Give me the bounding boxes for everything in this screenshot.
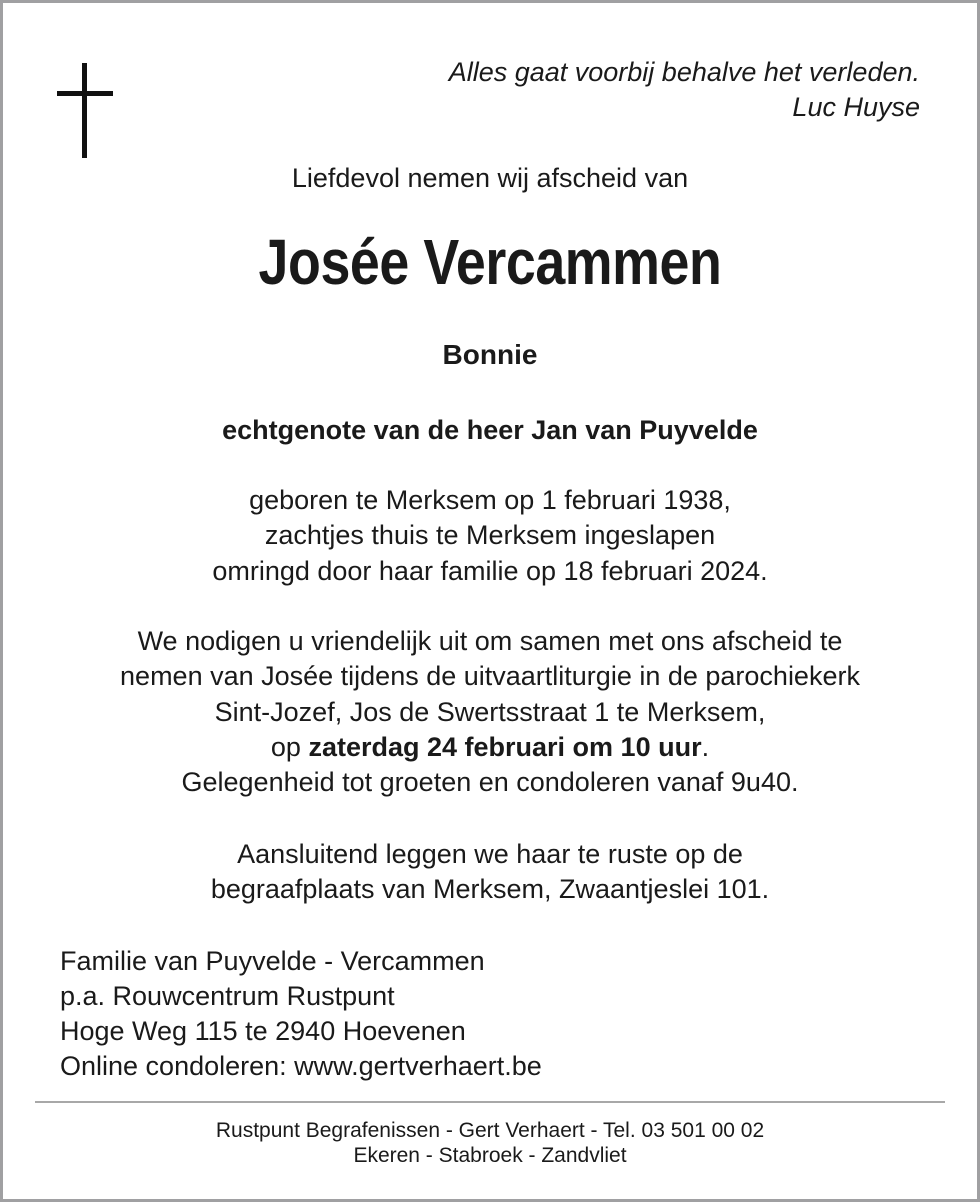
nickname: Bonnie — [442, 339, 538, 370]
family-name: Familie van Puyvelde - Vercammen — [60, 946, 485, 976]
deceased-name: Josée Vercammen — [258, 226, 722, 298]
burial-line: Aansluitend leggen we haar te ruste op de — [237, 839, 743, 869]
date-prefix: op — [270, 732, 309, 762]
relation: echtgenote van de heer Jan van Puyvelde — [222, 415, 758, 445]
family-address: Hoge Weg 115 te 2940 Hoevenen — [60, 1016, 466, 1046]
death-line: zachtjes thuis te Merksem ingeslapen — [264, 520, 716, 550]
online-condolence: Online condoleren: www.gertverhaert.be — [60, 1051, 542, 1081]
birth-line: geboren te Merksem op 1 februari 1938, — [249, 485, 731, 515]
intro-text: Liefdevol nemen wij afscheid van — [291, 163, 689, 193]
death-date-line: omringd door haar familie op 18 februari 2024. — [212, 556, 768, 586]
quote-text: Alles gaat voorbij behalve het verleden. — [448, 57, 920, 87]
date-suffix: . — [701, 732, 710, 762]
footer-locations: Ekeren - Stabroek - Zandvliet — [353, 1144, 627, 1167]
family-contact: p.a. Rouwcentrum Rustpunt — [60, 981, 395, 1011]
date-bold: zaterdag 24 februari om 10 uur — [308, 732, 702, 762]
church-address: Sint-Jozef, Jos de Swertsstraat 1 te Merksem, — [214, 697, 766, 727]
greeting-time: Gelegenheid tot groeten en condoleren vanaf 9u40. — [181, 767, 799, 797]
quote-author: Luc Huyse — [792, 92, 920, 122]
funeral-date — [0, 729, 980, 765]
invitation-line: We nodigen u vriendelijk uit om samen met ons afscheid te — [137, 626, 843, 656]
burial-line: begraafplaats van Merksem, Zwaantjeslei 101. — [210, 874, 770, 904]
cross-vertical — [82, 63, 87, 158]
footer-funeral-home: Rustpunt Begrafenissen - Gert Verhaert - Tel. 03 501 00 02 — [215, 1119, 765, 1142]
divider — [35, 1101, 945, 1103]
cross-horizontal — [57, 91, 113, 96]
invitation-line: nemen van Josée tijdens de uitvaartliturgie in de parochiekerk — [120, 661, 860, 691]
